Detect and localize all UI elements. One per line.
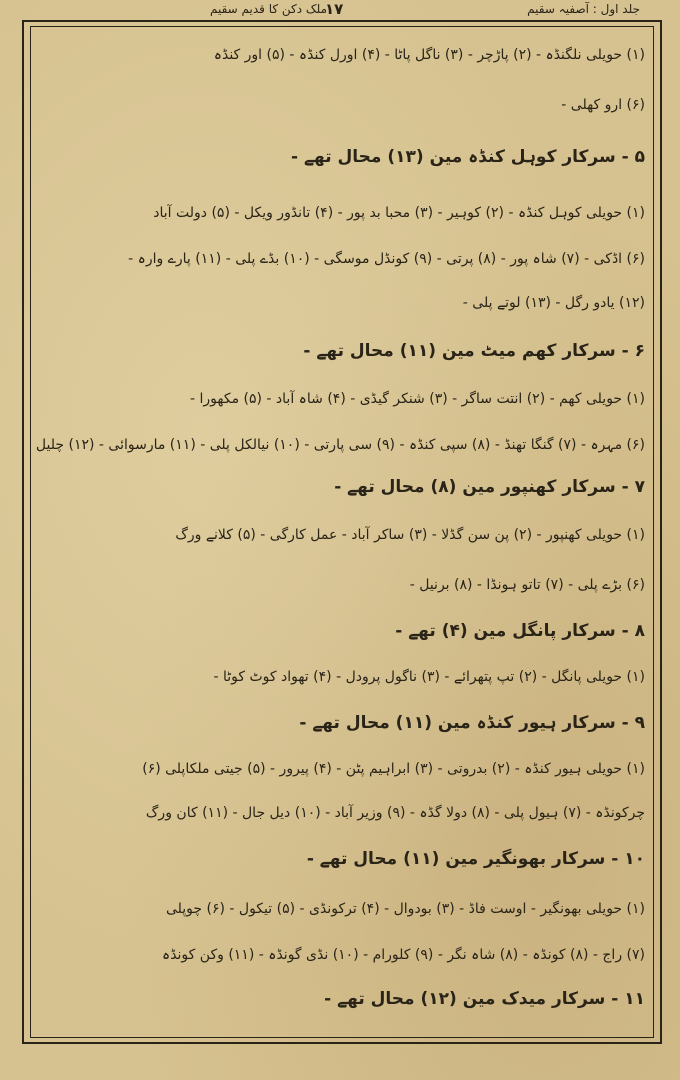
text-line: (۶) ارو کھلی - [561, 97, 645, 113]
text-line: (۶) بڑے پلی - (۷) تاتو ہونڈا - (۸) برنیل - [409, 577, 645, 593]
text-line: (۶) اڈکی - (۷) شاہ پور - (۸) پرتی - (۹) کونڈل موسگی - (۱۰) بڈے پلی - (۱۱) پارے وارہ - [128, 251, 645, 267]
text-line: (۷) راج - (۸) کونڈہ - (۸) شاہ نگر - (۹) کلورام - (۱۰) نڈی گونڈہ - (۱۱) وکن کونڈہ [161, 947, 645, 963]
section-heading: ۷ - سرکار کھنپور مین (۸) محال تھے - [334, 477, 645, 497]
text-line: (۶) مہرہ - (۷) گنگا تھنڈ - (۸) سپی کنڈہ - (۹) سی پارتی - (۱۰) نیالکل پلی - (۱۱) مارسوائی - (۱۲) چلیل [35, 437, 645, 453]
section-heading: ۱۰ - سرکار بھونگیر مین (۱۱) محال تھے - [306, 849, 645, 869]
text-line: (۱) حویلی بھونگیر - اوست فاڈ - (۳) بودوال - (۴) ترکونڈی - (۵) تیکول - (۶) چوپلی [165, 901, 645, 917]
text-line: (۱) حویلی کھم - (۲) انتت ساگر - (۳) شنکر گیڈی - (۴) شاہ آباد - (۵) مکھورا - [190, 391, 645, 407]
section-heading: ۱۱ - سرکار میدک مین (۱۲) محال تھے - [324, 989, 645, 1009]
text-line: (۱۲) یادو رگل - (۱۳) لوتے پلی - [462, 295, 645, 311]
section-heading: ۹ - سرکار ہیور کنڈہ مین (۱۱) محال تھے - [299, 713, 645, 733]
page-header [0, 0, 680, 20]
section-heading: ۵ - سرکار کوہل کنڈہ مین (۱۳) محال تھے - [291, 147, 645, 167]
text-line: چرکونڈہ - (۷) ہیول پلی - (۸) دولا گڈہ - (۹) وزیر آباد - (۱۰) دیل جال - (۱۱) کان ورگ [145, 805, 645, 821]
header-title-right: جلد اول : آصفیہ سقیم [527, 2, 640, 16]
text-line: (۱) حویلی پانگل - (۲) تپ پتھرائے - (۳) ناگول پرودل - (۴) تھواد کوٹ کوٹا - [213, 669, 645, 685]
text-line: (۱) حویلی کوہل کنڈہ - (۲) کوہیر - (۳) محبا بد پور - (۴) تانڈور ویکل - (۵) دولت آباد [153, 205, 645, 221]
header-title-left: ملک دکن کا قدیم سقیم [210, 2, 328, 16]
text-line: (۱) حویلی نلگنڈہ - (۲) پاڑچر - (۳) ناگل پاٹا - (۴) اورل کنڈہ - (۵) اور کنڈہ [213, 47, 645, 63]
section-heading: ۶ - سرکار کھم میٹ مین (۱۱) محال تھے - [303, 341, 645, 361]
text-line: (۱) حویلی کھنپور - (۲) پن سن گڈلا - (۳) ساکر آباد - عمل کارگی - (۵) کلانے ورگ [175, 527, 645, 543]
section-heading: ۸ - سرکار پانگل مین (۴) تھے - [395, 621, 645, 641]
page-number: ۱۷ [325, 0, 344, 18]
text-line: (۱) حویلی ہیور کنڈہ - (۲) بدروتی - (۳) ابراہیم پٹن - (۴) پیرور - (۵) جیتی ملکاپلی (۶) [142, 761, 645, 777]
